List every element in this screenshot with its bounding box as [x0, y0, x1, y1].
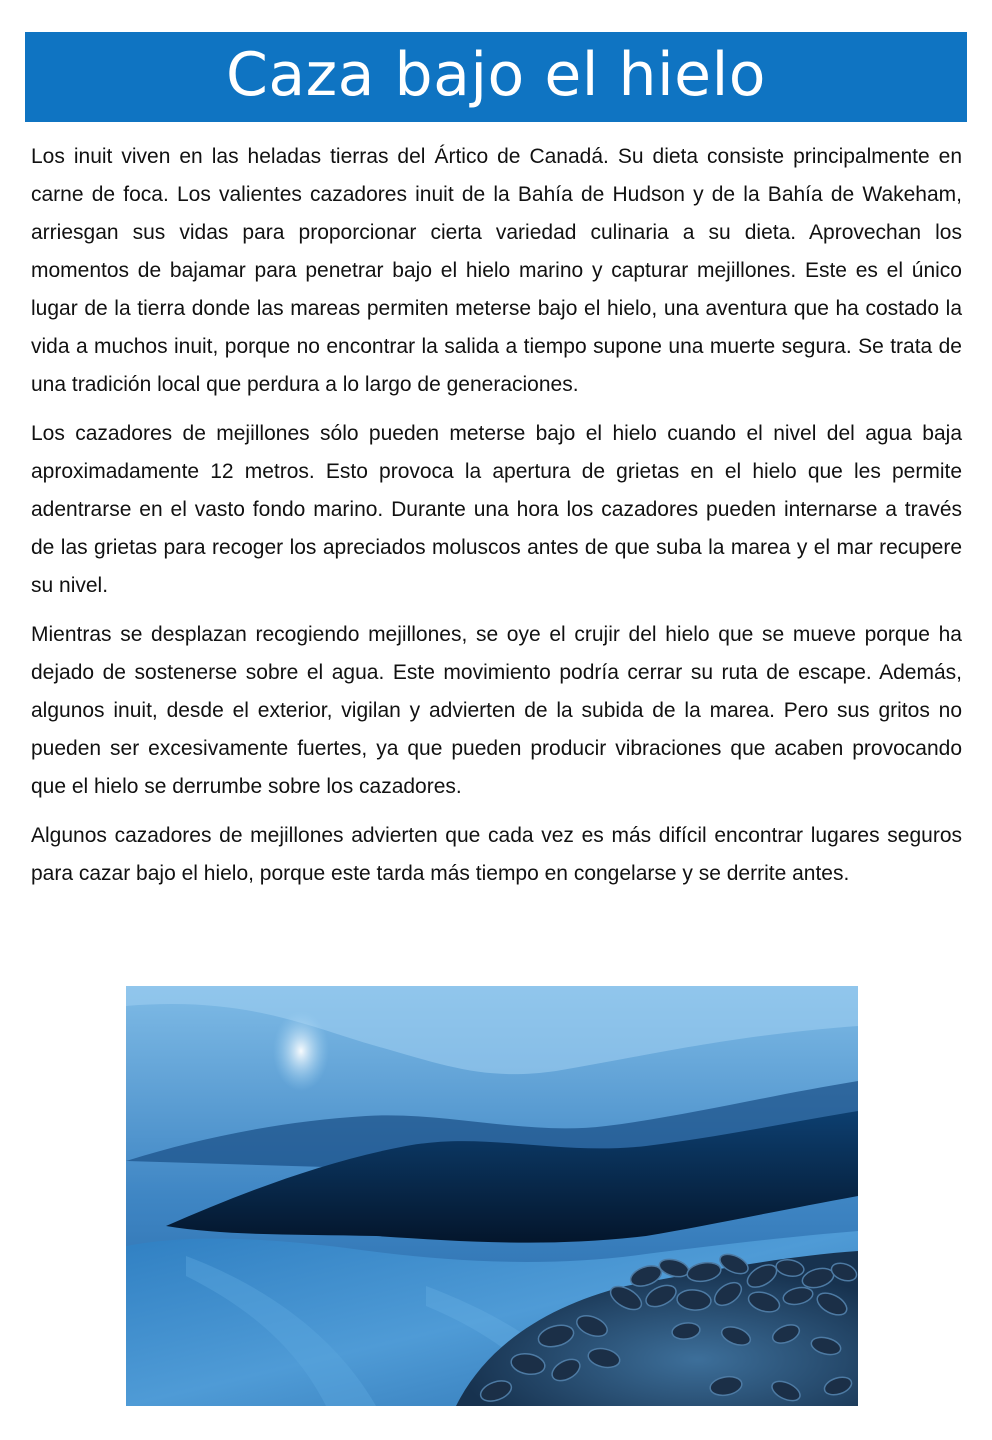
paragraph-3: Mientras se desplazan recogiendo mejillones, se oye el crujir del hielo que se mueve porque ha dejado de sostenerse sobre el agua. Este movimiento podría cerrar su ruta de escape. Además, algunos inuit, desde el exterior, vigilan y advierten de la subida de la marea. Pero sus gritos no pueden ser excesivamente fuertes, ya que pueden producir vibraciones que acaben provocando que el hielo se derrumbe sobre los cazadores.	[31, 623, 962, 798]
under-ice-mussels-photo	[126, 986, 858, 1406]
paragraph-2: Los cazadores de mejillones sólo pueden meterse bajo el hielo cuando el nivel del agua baja aproximadamente 12 metros. Esto provoca la apertura de grietas en el hielo que les permite adentrarse en el vasto fondo marino. Durante una hora los cazadores pueden internarse a través de las grietas para recoger los apreciados moluscos antes de que suba la marea y el mar recupere su nivel.	[31, 422, 962, 597]
page-title: Caza bajo el hielo	[226, 40, 766, 110]
title-banner	[25, 32, 967, 122]
paragraph-4: Algunos cazadores de mejillones advierten que cada vez es más difícil encontrar lugares seguros para cazar bajo el hielo, porque este tarda más tiempo en congelarse y se derrite antes.	[31, 824, 962, 885]
paragraph-1: Los inuit viven en las heladas tierras del Ártico de Canadá. Su dieta consiste principalmente en carne de foca. Los valientes cazadores inuit de la Bahía de Hudson y de la Bahía de Wakeham, arriesgan sus vidas para proporcionar cierta variedad culinaria a su dieta. Aprovechan los momentos de bajamar para penetrar bajo el hielo marino y capturar mejillones. Este es el único lugar de la tierra donde las mareas permiten meterse bajo el hielo, una aventura que ha costado la vida a muchos inuit, porque no encontrar la salida a tiempo supone una muerte segura. Se trata de una tradición local que perdura a lo largo de generaciones.	[31, 145, 962, 396]
light-reflection	[273, 1011, 329, 1091]
article-body	[31, 138, 962, 904]
ice-cave-illustration	[126, 986, 858, 1406]
